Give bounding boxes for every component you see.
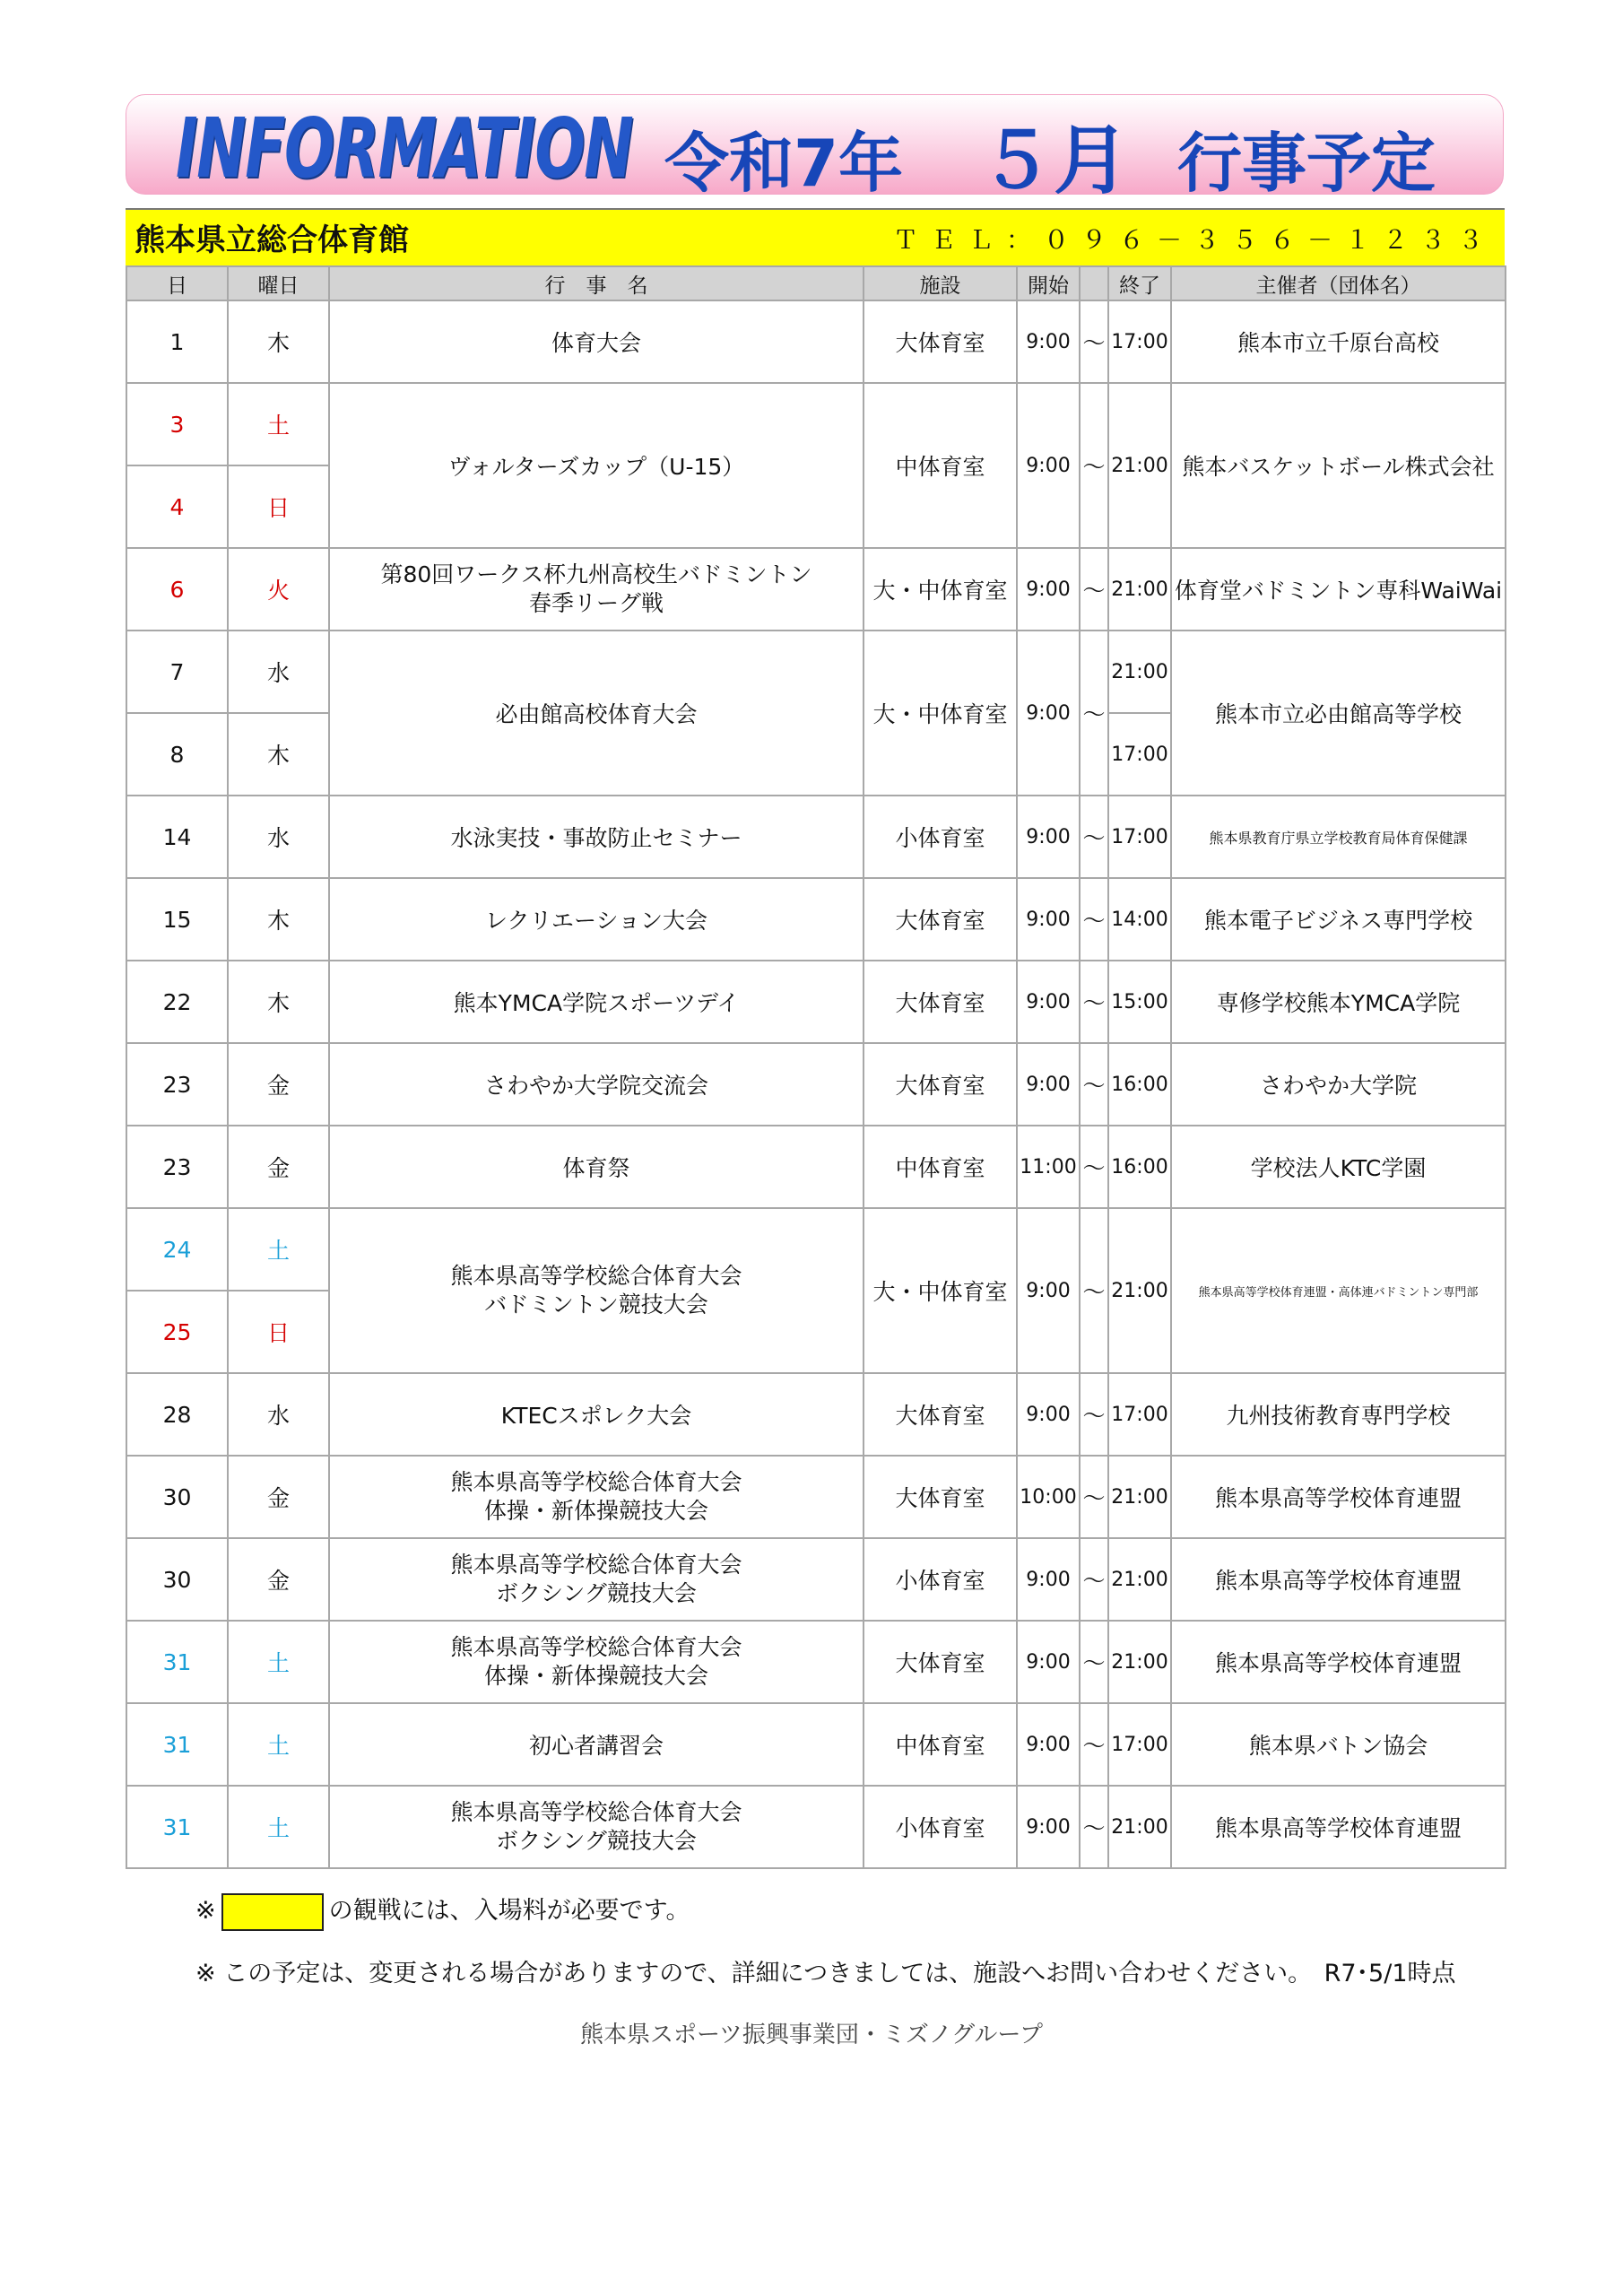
start-cell: 9:00 <box>1017 548 1080 631</box>
event-cell <box>329 1538 864 1621</box>
weekday-cell: 木 <box>228 713 329 796</box>
end-cell: 16:00 <box>1108 1043 1171 1126</box>
tilde-cell: ～ <box>1080 1208 1108 1373</box>
table-row <box>126 1703 1506 1786</box>
end-cell: 21:00 <box>1108 1538 1171 1621</box>
tilde-cell: ～ <box>1080 1043 1108 1126</box>
banner-information: INFORMATION <box>176 100 633 196</box>
day-cell: 30 <box>126 1538 228 1621</box>
event-cell: ヴォルターズカップ（U-15） <box>329 383 864 548</box>
event-line: 熊本県高等学校総合体育大会 <box>450 1552 742 1578</box>
start-cell: 9:00 <box>1017 1373 1080 1456</box>
note-mark: ※ <box>195 1897 216 1925</box>
weekday-cell: 金 <box>228 1456 329 1538</box>
facility-cell: 大・中体育室 <box>864 1208 1017 1373</box>
event-line: ボクシング競技大会 <box>496 1580 697 1606</box>
start-cell: 9:00 <box>1017 1786 1080 1868</box>
end-cell: 21:00 <box>1108 631 1171 713</box>
day-cell: 31 <box>126 1703 228 1786</box>
event-cell <box>329 1456 864 1538</box>
start-cell: 9:00 <box>1017 631 1080 796</box>
start-cell: 9:00 <box>1017 1538 1080 1621</box>
tilde-cell: ～ <box>1080 631 1108 796</box>
tilde-cell: ～ <box>1080 961 1108 1043</box>
table-header <box>126 266 1506 300</box>
table-row <box>126 1373 1506 1456</box>
organizer-cell: 九州技術教育専門学校 <box>1171 1373 1506 1456</box>
event-line: 体操・新体操競技大会 <box>483 1663 708 1689</box>
weekday-cell: 日 <box>228 465 329 548</box>
day-cell: 25 <box>126 1291 228 1373</box>
day-cell: 4 <box>126 465 228 548</box>
day-cell: 31 <box>126 1621 228 1703</box>
tilde-cell: ～ <box>1080 1621 1108 1703</box>
col-end: 終了 <box>1108 266 1171 300</box>
event-cell: 体育大会 <box>329 300 864 383</box>
organizer-cell: 熊本県高等学校体育連盟 <box>1171 1786 1506 1868</box>
tilde-cell: ～ <box>1080 383 1108 548</box>
start-cell: 10:00 <box>1017 1456 1080 1538</box>
day-cell: 23 <box>126 1126 228 1208</box>
table-row <box>126 631 1506 713</box>
event-cell: 水泳実技・事故防止セミナー <box>329 796 864 878</box>
table-row <box>126 548 1506 631</box>
facility-cell: 小体育室 <box>864 1538 1017 1621</box>
facility-cell: 大体育室 <box>864 1621 1017 1703</box>
facility-cell: 大体育室 <box>864 300 1017 383</box>
venue-name: 熊本県立総合体育館 <box>135 222 409 258</box>
organizer-cell: 体育堂バドミントン専科WaiWai <box>1171 548 1506 631</box>
event-cell: 体育祭 <box>329 1126 864 1208</box>
start-cell: 9:00 <box>1017 1208 1080 1373</box>
weekday-cell: 金 <box>228 1538 329 1621</box>
organizer-cell: さわやか大学院 <box>1171 1043 1506 1126</box>
end-cell: 21:00 <box>1108 1208 1171 1373</box>
end-cell: 17:00 <box>1108 300 1171 383</box>
end-cell: 21:00 <box>1108 383 1171 548</box>
tilde-cell: ～ <box>1080 1703 1108 1786</box>
start-cell: 9:00 <box>1017 1703 1080 1786</box>
weekday-cell: 土 <box>228 383 329 465</box>
facility-cell: 中体育室 <box>864 383 1017 548</box>
venue-tel: ＴＥＬ：０９６－３５６－１２３３ <box>892 225 1496 255</box>
col-facility: 施設 <box>864 266 1017 300</box>
day-cell: 3 <box>126 383 228 465</box>
venue-bar <box>126 208 1505 266</box>
facility-cell: 中体育室 <box>864 1703 1017 1786</box>
weekday-cell: 金 <box>228 1126 329 1208</box>
day-cell: 31 <box>126 1786 228 1868</box>
event-line: 熊本県高等学校総合体育大会 <box>450 1799 742 1825</box>
facility-cell: 大体育室 <box>864 878 1017 961</box>
day-cell: 14 <box>126 796 228 878</box>
table-row <box>126 878 1506 961</box>
banner-title: 行事予定 <box>1177 126 1436 201</box>
table-row <box>126 383 1506 465</box>
schedule-table <box>126 265 1506 1869</box>
table-row <box>126 1621 1506 1703</box>
end-cell: 15:00 <box>1108 961 1171 1043</box>
event-cell <box>329 1786 864 1868</box>
weekday-cell: 日 <box>228 1291 329 1373</box>
day-cell: 8 <box>126 713 228 796</box>
organizer-cell: 熊本県高等学校体育連盟 <box>1171 1538 1506 1621</box>
footer-org: 熊本県スポーツ振興事業団・ミズノグループ <box>579 2022 1044 2048</box>
event-line: 第80回ワークス杯九州高校生バドミントン <box>380 561 812 587</box>
start-cell: 9:00 <box>1017 300 1080 383</box>
event-cell <box>329 548 864 631</box>
facility-cell: 中体育室 <box>864 1126 1017 1208</box>
start-cell: 9:00 <box>1017 961 1080 1043</box>
day-cell: 15 <box>126 878 228 961</box>
highlight-swatch <box>221 1893 324 1931</box>
event-cell: レクリエーション大会 <box>329 878 864 961</box>
start-cell: 9:00 <box>1017 383 1080 548</box>
event-line: バドミントン競技大会 <box>484 1292 708 1318</box>
weekday-cell: 土 <box>228 1703 329 1786</box>
day-cell: 6 <box>126 548 228 631</box>
col-weekday: 曜日 <box>228 266 329 300</box>
col-day: 日 <box>126 266 228 300</box>
weekday-cell: 水 <box>228 796 329 878</box>
event-cell: 熊本YMCA学院スポーツデイ <box>329 961 864 1043</box>
tilde-cell: ～ <box>1080 548 1108 631</box>
day-cell: 24 <box>126 1208 228 1291</box>
event-cell: さわやか大学院交流会 <box>329 1043 864 1126</box>
col-tilde <box>1080 266 1108 300</box>
weekday-cell: 水 <box>228 1373 329 1456</box>
weekday-cell: 木 <box>228 300 329 383</box>
tilde-cell: ～ <box>1080 1373 1108 1456</box>
event-cell: 初心者講習会 <box>329 1703 864 1786</box>
event-cell <box>329 1621 864 1703</box>
day-cell: 28 <box>126 1373 228 1456</box>
change-note: ※ この予定は、変更される場合がありますので、詳細につきましては、施設へお問い合わせください。 R7･5/1時点 <box>195 1960 1456 1987</box>
facility-cell: 大・中体育室 <box>864 548 1017 631</box>
event-line: 春季リーグ戦 <box>528 590 664 616</box>
end-cell: 17:00 <box>1108 1703 1171 1786</box>
organizer-cell: 熊本県高等学校体育連盟 <box>1171 1621 1506 1703</box>
facility-cell: 大・中体育室 <box>864 631 1017 796</box>
facility-cell: 大体育室 <box>864 961 1017 1043</box>
end-cell: 21:00 <box>1108 1786 1171 1868</box>
event-line: 熊本県高等学校総合体育大会 <box>450 1263 742 1289</box>
tilde-cell: ～ <box>1080 878 1108 961</box>
tilde-cell: ～ <box>1080 300 1108 383</box>
start-cell: 9:00 <box>1017 1043 1080 1126</box>
weekday-cell: 金 <box>228 1043 329 1126</box>
table-row <box>126 1538 1506 1621</box>
end-cell: 17:00 <box>1108 796 1171 878</box>
organizer-cell: 専修学校熊本YMCA学院 <box>1171 961 1506 1043</box>
weekday-cell: 木 <box>228 961 329 1043</box>
table-row <box>126 300 1506 383</box>
day-cell: 22 <box>126 961 228 1043</box>
day-cell: 23 <box>126 1043 228 1126</box>
organizer-cell: 熊本市立必由館高等学校 <box>1171 631 1506 796</box>
end-cell: 17:00 <box>1108 1373 1171 1456</box>
day-cell: 1 <box>126 300 228 383</box>
start-cell: 9:00 <box>1017 1621 1080 1703</box>
event-cell: KTECスポレク大会 <box>329 1373 864 1456</box>
weekday-cell: 土 <box>228 1208 329 1291</box>
banner-era: 令和7年 <box>664 126 904 201</box>
start-cell: 11:00 <box>1017 1126 1080 1208</box>
tilde-cell: ～ <box>1080 1126 1108 1208</box>
banner-month: ５月 <box>978 117 1130 204</box>
admission-note-text: の観戦には、入場料が必要です。 <box>328 1897 690 1925</box>
day-cell: 7 <box>126 631 228 713</box>
start-cell: 9:00 <box>1017 878 1080 961</box>
end-cell: 21:00 <box>1108 1621 1171 1703</box>
weekday-cell: 木 <box>228 878 329 961</box>
end-cell: 17:00 <box>1108 713 1171 796</box>
event-line: 熊本県高等学校総合体育大会 <box>450 1634 742 1660</box>
col-start: 開始 <box>1017 266 1080 300</box>
end-cell: 16:00 <box>1108 1126 1171 1208</box>
organizer-cell: 学校法人KTC学園 <box>1171 1126 1506 1208</box>
tilde-cell: ～ <box>1080 1456 1108 1538</box>
tilde-cell: ～ <box>1080 796 1108 878</box>
facility-cell: 小体育室 <box>864 1786 1017 1868</box>
event-cell: 必由館高校体育大会 <box>329 631 864 796</box>
header-banner <box>126 94 1504 204</box>
organizer-cell: 熊本県高等学校体育連盟 <box>1171 1456 1506 1538</box>
day-cell: 30 <box>126 1456 228 1538</box>
end-cell: 14:00 <box>1108 878 1171 961</box>
admission-note <box>195 1891 690 1931</box>
weekday-cell: 土 <box>228 1786 329 1868</box>
event-line: 熊本県高等学校総合体育大会 <box>450 1469 742 1495</box>
weekday-cell: 水 <box>228 631 329 713</box>
table-row <box>126 1208 1506 1291</box>
tilde-cell: ～ <box>1080 1538 1108 1621</box>
col-event: 行 事 名 <box>329 266 864 300</box>
col-organizer: 主催者（団体名） <box>1171 266 1506 300</box>
event-line: ボクシング競技大会 <box>496 1828 697 1854</box>
event-cell <box>329 1208 864 1373</box>
facility-cell: 大体育室 <box>864 1373 1017 1456</box>
table-row <box>126 961 1506 1043</box>
table-row <box>126 1786 1506 1868</box>
event-line: 体操・新体操競技大会 <box>483 1498 708 1524</box>
facility-cell: 大体育室 <box>864 1456 1017 1538</box>
table-row <box>126 1126 1506 1208</box>
organizer-cell: 熊本県バトン協会 <box>1171 1703 1506 1786</box>
weekday-cell: 土 <box>228 1621 329 1703</box>
table-row <box>126 1456 1506 1538</box>
organizer-cell: 熊本市立千原台高校 <box>1171 300 1506 383</box>
organizer-cell: 熊本県教育庁県立学校教育局体育保健課 <box>1171 796 1506 878</box>
weekday-cell: 火 <box>228 548 329 631</box>
table-row <box>126 1043 1506 1126</box>
organizer-cell: 熊本県高等学校体育連盟・高体連バドミントン専門部 <box>1171 1208 1506 1373</box>
facility-cell: 大体育室 <box>864 1043 1017 1126</box>
organizer-cell: 熊本電子ビジネス専門学校 <box>1171 878 1506 961</box>
tilde-cell: ～ <box>1080 1786 1108 1868</box>
start-cell: 9:00 <box>1017 796 1080 878</box>
end-cell: 21:00 <box>1108 548 1171 631</box>
end-cell: 21:00 <box>1108 1456 1171 1538</box>
organizer-cell: 熊本バスケットボール株式会社 <box>1171 383 1506 548</box>
table-row <box>126 796 1506 878</box>
facility-cell: 小体育室 <box>864 796 1017 878</box>
